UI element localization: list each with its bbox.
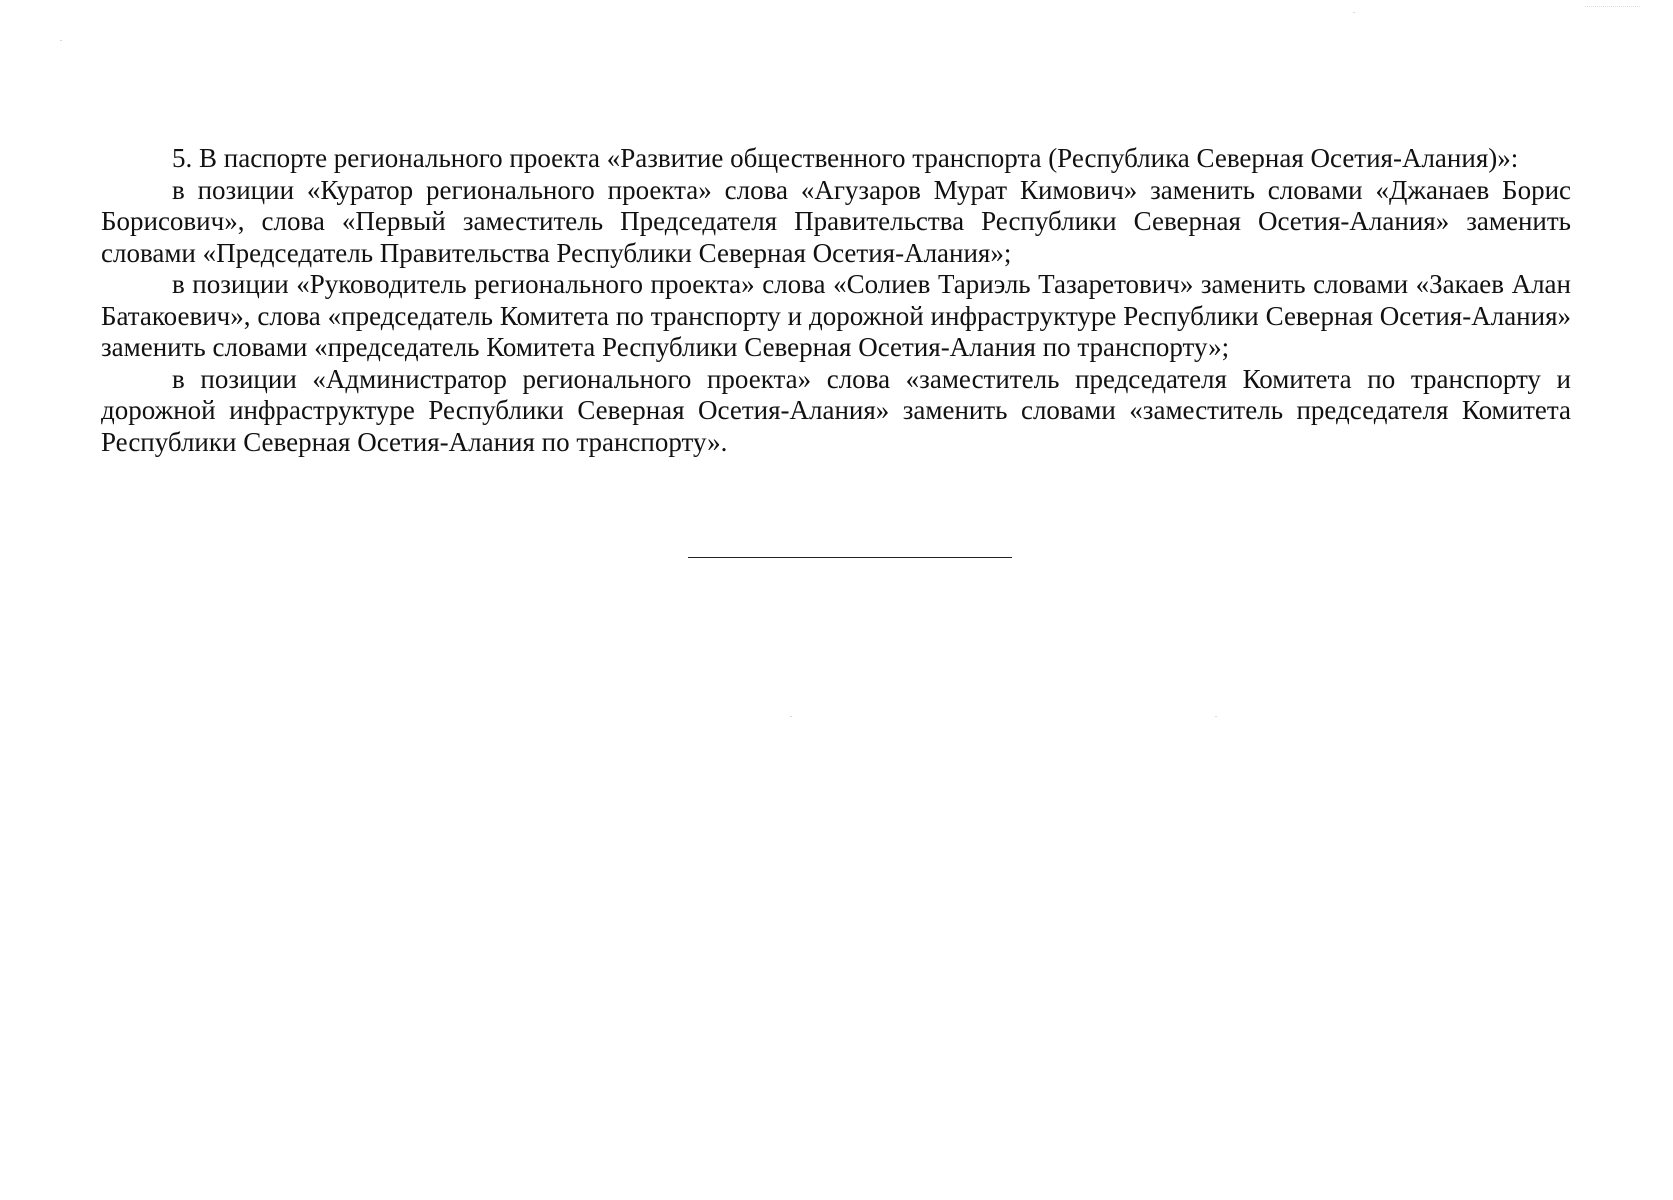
document-body bbox=[101, 143, 1571, 458]
closing-separator-line bbox=[688, 557, 1012, 558]
scan-artifact bbox=[60, 40, 62, 41]
scan-artifact bbox=[1585, 6, 1640, 8]
scan-artifact bbox=[1353, 12, 1355, 13]
paragraph-item-5-heading: 5. В паспорте регионального проекта «Развитие общественного транспорта (Республика Северная Осетия-Алания)»: bbox=[172, 143, 1519, 173]
paragraph-administrator: в позиции «Администратор регионального проекта» слова «заместитель председателя Комитета по транспорту и дорожной инфраструктуре Республики Северная Осетия-Алания» заменить словами «заместитель председателя Комитета Республики Северная Осетия-Алания по транспорту». bbox=[101, 363, 1571, 457]
paragraph-project-manager: в позиции «Руководитель регионального проекта» слова «Солиев Тариэль Тазаретович» заменить словами «Закаев Алан Батакоевич», слова «председатель Комитета по транспорту и дорожной инфраструктуре Республики Северная Осетия-Алания» заменить словами «председатель Комитета Республики Северная Осетия-Алания по транспорту»; bbox=[101, 269, 1571, 362]
scan-artifact bbox=[1215, 716, 1217, 717]
scan-artifact bbox=[790, 716, 792, 717]
paragraph-curator: в позиции «Куратор регионального проекта» слова «Агузаров Мурат Кимович» заменить словами «Джанаев Борис Борисович», слова «Первый заместитель Председателя Правительства Республики Северная Осетия-Алания» заменить словами «Председатель Правительства Республики Северная Осетия-Алания»; bbox=[101, 174, 1571, 268]
